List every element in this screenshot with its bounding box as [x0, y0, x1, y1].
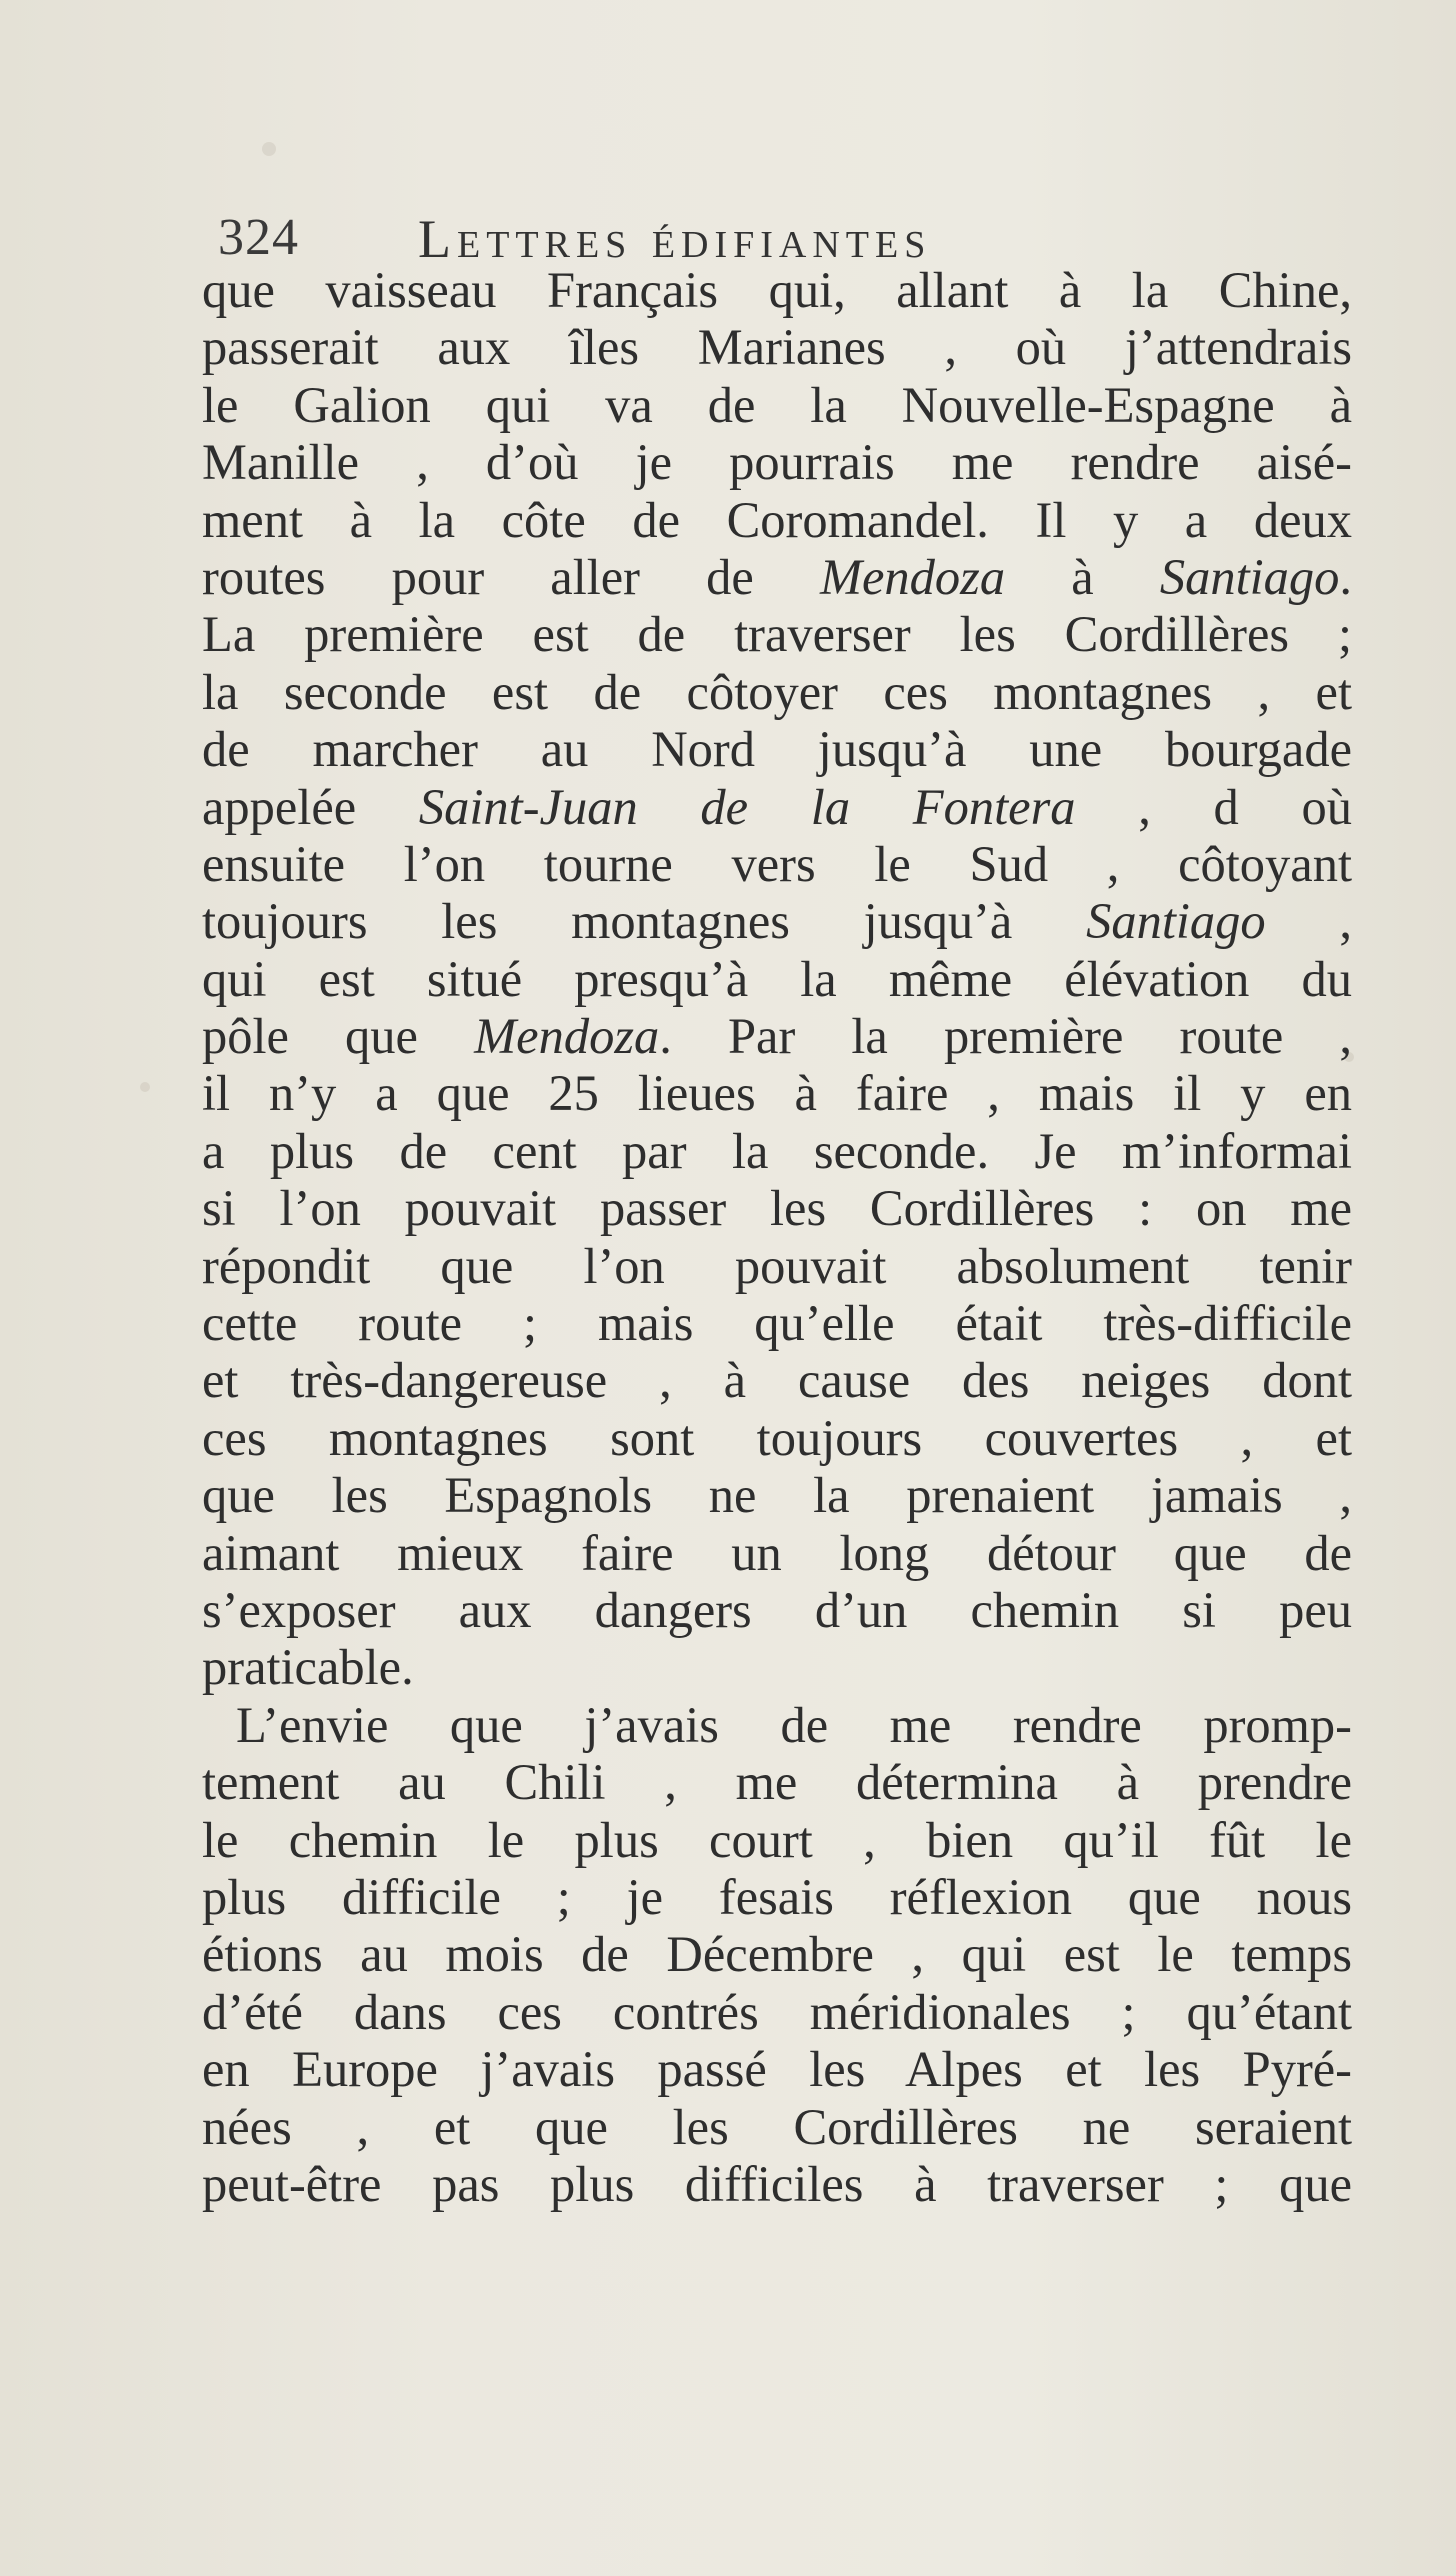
- text-line: La première est de traverser les Cordillères ;: [202, 606, 1352, 663]
- paragraph: [202, 1697, 1352, 2214]
- text-line: si l’on pouvait passer les Cordillères : on me: [202, 1180, 1352, 1237]
- text-run: toujours les montagnes jusqu’à: [202, 893, 1087, 950]
- text-run: routes pour aller de: [202, 548, 820, 605]
- text-line: d’été dans ces contrés méridionales ; qu’étant: [202, 1983, 1352, 2040]
- paragraph: [202, 262, 1352, 1697]
- text-line: passerait aux îles Marianes , où j’attendrais: [202, 319, 1352, 376]
- text-line: étions au mois de Décembre , qui est le temps: [202, 1926, 1352, 1983]
- text-run: , d où: [1075, 778, 1352, 835]
- text-line: le Galion qui va de la Nouvelle-Espagne à: [202, 376, 1352, 433]
- text-run: appelée: [202, 778, 419, 835]
- text-run: .: [1339, 548, 1352, 605]
- text-line: cette route ; mais qu’elle était très-difficile: [202, 1295, 1352, 1352]
- text-run: . Par la première route ,: [659, 1008, 1352, 1065]
- text-line: que les Espagnols ne la prenaient jamais ,: [202, 1467, 1352, 1524]
- foxing-spot: [140, 1082, 150, 1092]
- italic-place-name: Saint-Juan de la Fontera: [418, 778, 1076, 835]
- text-line: de marcher au Nord jusqu’à une bourgade: [202, 721, 1352, 778]
- text-line: [202, 779, 1352, 836]
- text-line: ces montagnes sont toujours couvertes , et: [202, 1409, 1352, 1466]
- text-line: [202, 1008, 1352, 1065]
- page-number: 324: [218, 209, 299, 266]
- text-line: a plus de cent par la seconde. Je m’informai: [202, 1122, 1352, 1179]
- text-line: il n’y a que 25 lieues à faire , mais il y en: [202, 1065, 1352, 1122]
- text-line: plus difficile ; je fesais réflexion que nous: [202, 1868, 1352, 1925]
- text-line: [202, 549, 1352, 606]
- text-line: ensuite l’on tourne vers le Sud , côtoyant: [202, 835, 1352, 892]
- text-line: en Europe j’avais passé les Alpes et les Pyré-: [202, 2041, 1352, 2098]
- text-line: nées , et que les Cordillères ne seraient: [202, 2098, 1352, 2155]
- text-run: pôle que: [202, 1008, 475, 1065]
- text-run: à: [1005, 548, 1160, 605]
- text-line: [202, 893, 1352, 950]
- body-text: [202, 262, 1352, 2213]
- italic-place-name: Santiago: [1159, 548, 1340, 605]
- italic-place-name: Mendoza: [474, 1008, 660, 1065]
- text-line: s’exposer aux dangers d’un chemin si peu: [202, 1581, 1352, 1638]
- text-line: la seconde est de côtoyer ces montagnes , et: [202, 663, 1352, 720]
- foxing-spot: [262, 142, 276, 156]
- italic-place-name: Santiago: [1086, 893, 1266, 950]
- italic-place-name: Mendoza: [819, 548, 1006, 605]
- text-line: répondit que l’on pouvait absolument tenir: [202, 1237, 1352, 1294]
- text-line: aimant mieux faire un long détour que de: [202, 1524, 1352, 1581]
- text-line: Manille , d’où je pourrais me rendre aisé-: [202, 434, 1352, 491]
- text-line: qui est situé presqu’à la même élévation du: [202, 950, 1352, 1007]
- text-line: que vaisseau Français qui, allant à la Chine,: [202, 262, 1352, 318]
- text-line: ment à la côte de Coromandel. Il y a deux: [202, 491, 1352, 548]
- text-line: tement au Chili , me détermina à prendre: [202, 1754, 1352, 1811]
- running-title: Lettres édifiantes: [418, 209, 932, 269]
- text-line: L’envie que j’avais de me rendre promp-: [236, 1696, 1352, 1753]
- text-line: le chemin le plus court , bien qu’il fût le: [202, 1811, 1352, 1868]
- text-line: praticable.: [202, 1639, 414, 1696]
- text-run: ,: [1265, 893, 1352, 950]
- text-line: et très-dangereuse , à cause des neiges dont: [202, 1352, 1352, 1409]
- text-line: peut-être pas plus difficiles à traverser ; que: [202, 2155, 1352, 2212]
